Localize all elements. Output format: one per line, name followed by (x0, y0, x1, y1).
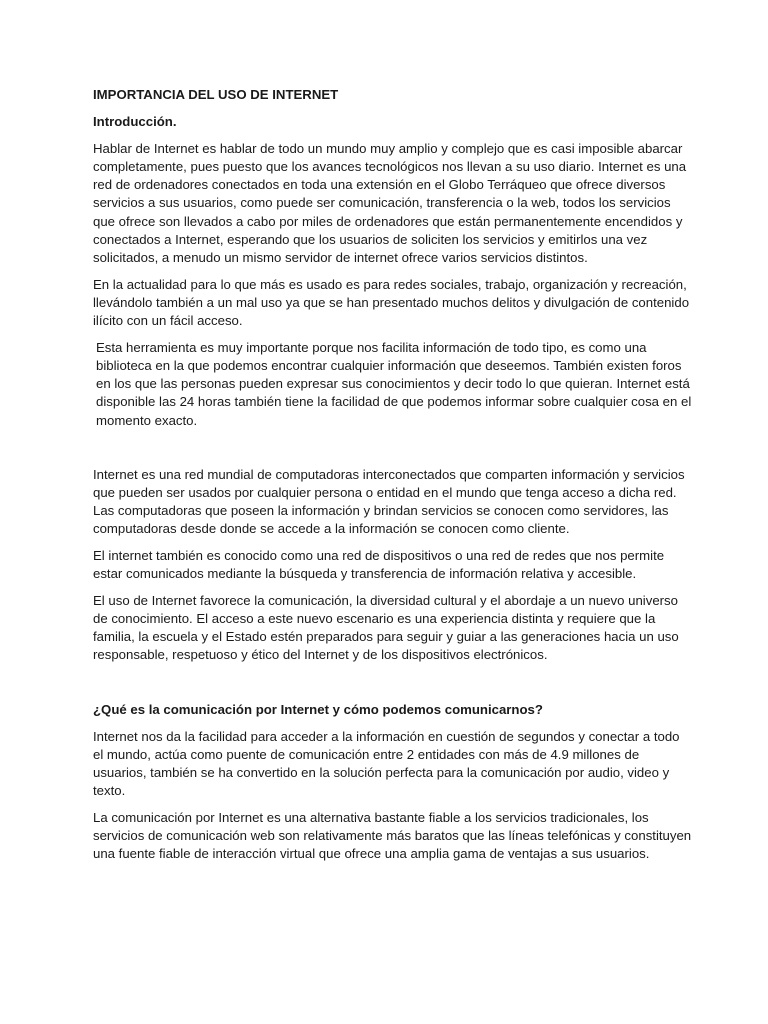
question-paragraph-2: La comunicación por Internet es una alternativa bastante fiable a los servicios tradicionales, los servicios de comunicación web son relativamente más baratos que las líneas telefónicas y constituyen una fuente fiable de interacción virtual que ofrece una amplia gama de ventajas a sus usuarios. (93, 810, 692, 862)
document-title: IMPORTANCIA DEL USO DE INTERNET (93, 87, 339, 102)
body-paragraph-1: Internet es una red mundial de computadoras interconectados que comparten información y servicios que pueden ser usados por cualquier persona o entidad en el mundo que tenga acceso a dicha red. Las computadoras que poseen la información y brindan servicios se conocen como servidores, las computadoras desde donde se accede a la información se conocen como cliente. (93, 466, 685, 536)
intro-heading: Introducción. (93, 114, 177, 130)
intro-paragraph-2: En la actualidad para lo que más es usado es para redes sociales, trabajo, organización y recreación, llevándolo también a un mal uso ya que se han presentado muchos delitos y divulgación de contenido ilícito con un fácil acceso. (93, 276, 690, 329)
paragraph-spacer (93, 439, 693, 466)
intro-paragraph-1: Hablar de Internet es hablar de todo un mundo muy amplio y complejo que es casi imposible abarcar completamente, pues puesto que los avances tecnológicos nos llevan a su uso diario. Internet es una red de ordenadores conectados en toda una extensión en el Globo Terráqueo que ofrece diversos servicios a sus usuarios, como puede ser comunicación, transferencia o la web, todos los servicios que ofrece son llevados a cabo por miles de ordenadores que están permanentemente encendidos y conectados a Internet, esperando que los usuarios de soliciten los servicios y emitirlos una vez solicitados, a menudo un mismo servidor de internet ofrece varios servicios distintos. (93, 141, 687, 265)
body-paragraph-2: El internet también es conocido como una red de dispositivos o una red de redes que nos permite estar comunicados mediante la búsqueda y transferencia de información relativa y accesible. (93, 547, 665, 582)
intro-paragraph-3: Esta herramienta es muy importante porque nos facilita información de todo tipo, es como una biblioteca en la que podemos encontrar cualquier información que deseemos. También existen foros en los que las personas pueden expresar sus conocimientos y decir todo lo que quieran. Internet está disponible las 24 horas también tiene la facilidad de que podemos informar sobre cualquier cosa en el momento exacto. (96, 340, 692, 428)
question-paragraph-1: Internet nos da la facilidad para acceder a la información en cuestión de segundos y conectar a todo el mundo, actúa como puente de comunicación entre 2 entidades con más de 4.9 millones de usuarios, también se ha convertido en la solución perfecta para la comunicación por audio, video y texto. (93, 728, 680, 798)
question-heading: ¿Qué es la comunicación por Internet y cómo podemos comunicarnos? (93, 701, 543, 717)
document-page (93, 86, 693, 872)
paragraph-spacer (93, 674, 693, 701)
body-paragraph-3: El uso de Internet favorece la comunicación, la diversidad cultural y el abordaje a un nuevo universo de conocimiento. El acceso a este nuevo escenario es una experiencia distinta y requiere que la familia, la escuela y el Estado estén preparados para seguir y guiar a las generaciones hacia un uso responsable, respetuoso y ético del Internet y de los dispositivos electrónicos. (93, 593, 679, 663)
